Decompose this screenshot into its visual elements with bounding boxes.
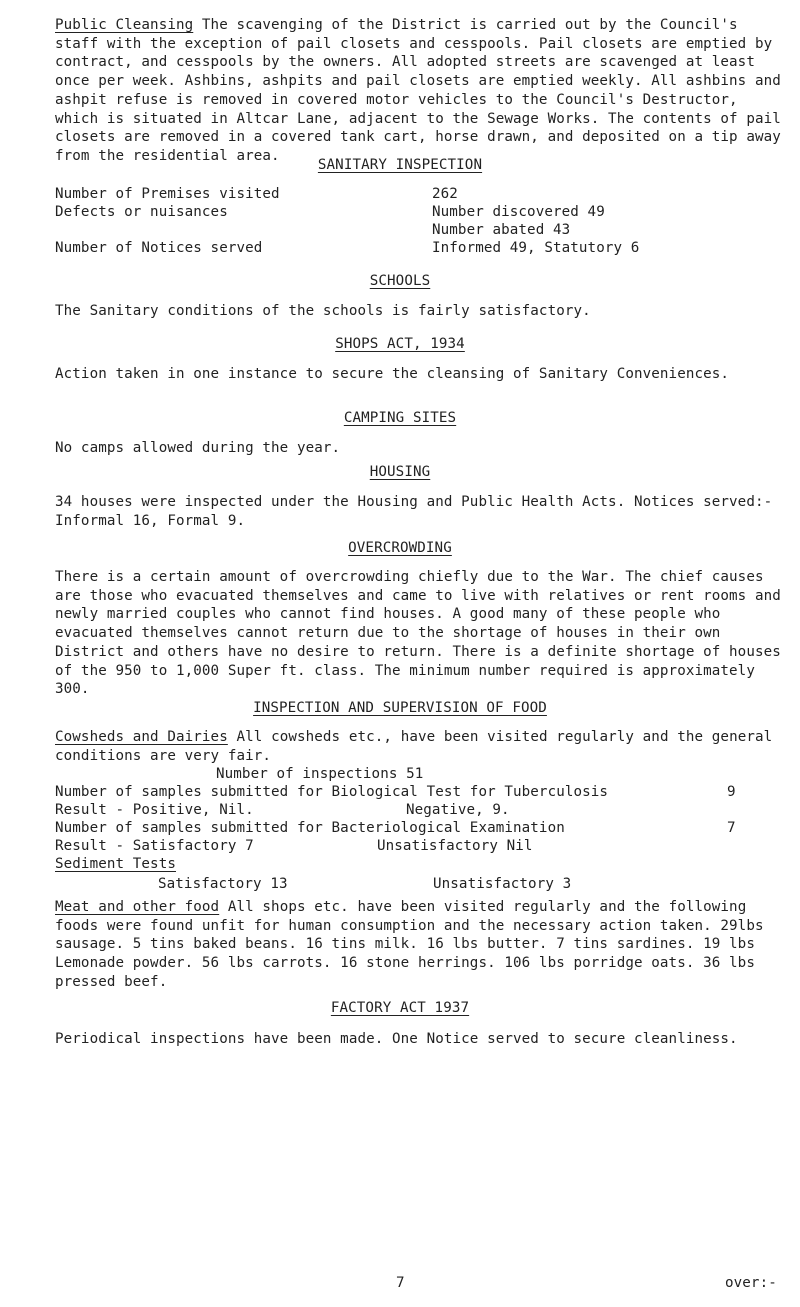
meat-text: All shops etc. have been visited regularly and the following foods were found unfit for human consumption and the necessary action taken. 29lbs sausage. 5 tins baked beans. 16 tins milk. 16 lbs butter. 7 tins sardines. 19 lbs Lemonade powder. 56 lbs carrots. 16 stone herrings. 106 lbs porridge oats. 36 lbs pressed beef. xyxy=(55,899,773,990)
notices-label: Number of Notices served xyxy=(55,240,263,256)
meat-heading: Meat and other food xyxy=(55,899,220,915)
shops-act-text: Action taken in one instance to secure the cleansing of Sanitary Conveniences. xyxy=(55,366,730,382)
overcrowding-heading: OVERCROWDING xyxy=(348,540,452,556)
bio-result-positive: Result - Positive, Nil. xyxy=(55,802,254,818)
sediment-unsatisfactory: Unsatisfactory 3 xyxy=(433,876,572,892)
schools-heading: SCHOOLS xyxy=(369,273,431,289)
cowsheds-heading: Cowsheds and Dairies xyxy=(55,729,228,745)
shops-act-heading: SHOPS ACT, 1934 xyxy=(335,336,465,352)
food-heading: INSPECTION AND SUPERVISION OF FOOD xyxy=(253,700,547,716)
page-number: 7 xyxy=(396,1275,405,1291)
bact-result-satisfactory: Result - Satisfactory 7 xyxy=(55,838,254,854)
cowsheds-section xyxy=(55,728,785,765)
camping-sites-text: No camps allowed during the year. xyxy=(55,440,341,456)
sanitary-inspection-heading: SANITARY INSPECTION xyxy=(317,157,483,173)
bact-result-unsatisfactory: Unsatisfactory Nil xyxy=(377,838,533,854)
public-cleansing-heading: Public Cleansing xyxy=(55,17,194,33)
defects-label: Defects or nuisances xyxy=(55,204,228,220)
factory-act-text: Periodical inspections have been made. One Notice served to secure cleanliness. xyxy=(55,1031,738,1047)
bio-samples-value: 9 xyxy=(727,784,736,800)
meat-section xyxy=(55,898,785,992)
notices-value: Informed 49, Statutory 6 xyxy=(432,240,640,256)
bio-result-negative: Negative, 9. xyxy=(406,802,510,818)
over-note: over:- xyxy=(725,1275,777,1291)
schools-text: The Sanitary conditions of the schools is fairly satisfactory. xyxy=(55,303,591,319)
housing-heading: HOUSING xyxy=(369,464,431,480)
sediment-tests-heading: Sediment Tests xyxy=(55,856,176,872)
public-cleansing-text: The scavenging of the District is carried out by the Council's staff with the exception of pail closets and cesspools. Pail closets are emptied by contract, and cesspools by the owners. All adopted streets are scavenged at least once per week. Ashbins, ashpits and pail closets are emptied weekly. All ashbins and ashpit refuse is removed in covered motor vehicles to the Council's Destructor, which is situated in Altcar Lane, adjacent to the Sewage Works. The contents of pail closets are removed in a covered tank cart, horse drawn, and deposited on a tip away from the residential area. xyxy=(55,17,790,164)
defects-discovered: Number discovered 49 xyxy=(432,204,605,220)
bio-samples-label: Number of samples submitted for Biological Test for Tuberculosis xyxy=(55,784,609,800)
overcrowding-text: There is a certain amount of overcrowding chiefly due to the War. The chief causes are those who evacuated themselves and came to live with relatives or rent rooms and newly married couples who cannot find houses. A good many of these people who evacuated themselves cannot return due to the shortage of houses in their own District and others have no desire to return. There is a definite shortage of houses of the 950 to 1,000 Super ft. class. The minimum number required is approximately 300. xyxy=(55,569,790,698)
factory-act-heading: FACTORY ACT 1937 xyxy=(330,1000,470,1016)
sediment-satisfactory: Satisfactory 13 xyxy=(158,876,288,892)
public-cleansing-section xyxy=(55,16,790,166)
housing-text: 34 houses were inspected under the Housing and Public Health Acts. Notices served:- Informal 16, Formal 9. xyxy=(55,494,781,529)
camping-sites-heading: CAMPING SITES xyxy=(343,410,457,426)
premises-label: Number of Premises visited xyxy=(55,186,280,202)
defects-abated: Number abated 43 xyxy=(432,222,571,238)
premises-value: 262 xyxy=(432,186,458,202)
inspections-count: Number of inspections 51 xyxy=(216,766,424,782)
bact-samples-value: 7 xyxy=(727,820,736,836)
bact-samples-label: Number of samples submitted for Bacteriological Examination xyxy=(55,820,565,836)
cowsheds-text: All cowsheds etc., have been visited regularly and the general conditions are very fair. xyxy=(55,729,781,764)
